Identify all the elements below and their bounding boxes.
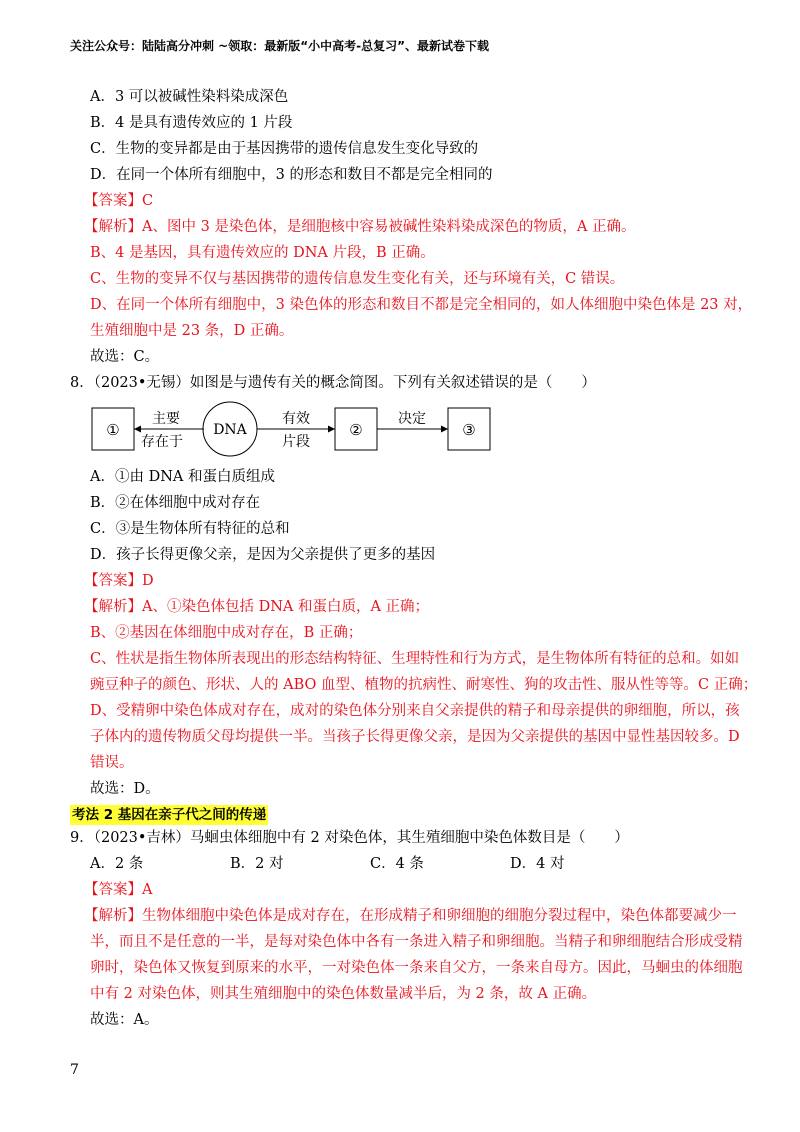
q7-option-c: C．生物的变异都是由于基因携带的遗传信息发生变化导致的 [90,141,479,157]
arrow-1-top-label: 主要 [152,411,180,427]
q8-analysis-line: 错误。 [90,755,134,771]
q9-question: 9．（2023•吉林）马蛔虫体细胞中有 2 对染色体，其生殖细胞中染色体数目是（ ） [70,830,629,846]
arrow-2-top-label: 有效 [282,411,310,427]
q7-analysis-line: 生殖细胞中是 23 条，D 正确。 [90,323,294,339]
arrow-1-bottom-label: 存在于 [141,434,183,450]
q7-option-d: D．在同一个体所有细胞中，3 的形态和数目不都是完全相同的 [90,167,493,183]
q7-analysis-line: D、在同一个体所有细胞中，3 染色体的形态和数目不都是完全相同的，如人体细胞中染色体是 23 对， [90,297,753,313]
q9-option-c: C．4 条 [370,856,424,872]
q9-analysis-line: 半，而且不是任意的一半，是每对染色体中各有一条进入精子和卵细胞。当精子和卵细胞结合形成受精 [90,934,743,950]
q8-conclusion: 故选：D。 [90,781,160,797]
q8-option-c: C．③是生物体所有特征的总和 [90,521,290,537]
arrow-2-bottom-label: 片段 [282,434,310,450]
q7-option-a: A．3 可以被碱性染料染成深色 [90,89,289,105]
q9-answer: 【答案】A [84,882,153,898]
arrow-3-top-label: 决定 [398,411,426,427]
q9-options [70,851,750,877]
page-number: 7 [70,1062,79,1078]
q7-analysis-line: 【解析】A、图中 3 是染色体，是细胞核中容易被碱性染料染成深色的物质，A 正确。 [84,219,636,235]
dna-circle-label: DNA [213,422,247,438]
q8-question: 8．（2023•无锡）如图是与遗传有关的概念简图。下列有关叙述错误的是（ ） [70,375,596,391]
q9-option-b: B．2 对 [230,856,284,872]
concept-diagram-svg [70,398,750,462]
q9-option-a: A．2 条 [90,856,144,872]
q7-answer: 【答案】C [84,193,154,209]
q7-conclusion: 故选：C。 [90,349,160,365]
q7-analysis-line: C、生物的变异不仅与基因携带的遗传信息发生变化有关，还与环境有关，C 错误。 [90,271,625,287]
q9-conclusion: 故选：A。 [90,1012,159,1028]
section-heading: 考法 2 基因在亲子代之间的传递 [72,807,267,823]
arrow-3-head [441,426,448,433]
page-header: 关注公众号：陆陆高分冲刺 ~领取：最新版“小中高考-总复习”、最新试卷下载 [70,39,489,53]
arrow-2-head [328,426,335,433]
q8-analysis-line: 子体内的遗传物质父母均提供一半。当孩子长得更像父亲，是因为父亲提供的基因中显性基因较多。D [90,729,740,745]
q8-option-a: A．①由 DNA 和蛋白质组成 [90,469,275,485]
q8-option-b: B．②在体细胞中成对存在 [90,495,261,511]
q8-analysis-line: 豌豆种子的颜色、形状、人的 ABO 血型、植物的抗病性、耐寒性、狗的攻击性、服从性等等。C 正确； [90,677,758,693]
q8-option-d: D．孩子长得更像父亲，是因为父亲提供了更多的基因 [90,547,436,563]
q8-analysis-line: 【解析】A、①染色体包括 DNA 和蛋白质，A 正确； [84,599,430,615]
q9-analysis-line: 卵时，染色体又恢复到原来的水平，一对染色体一条来自父方，一条来自母方。因此，马蛔虫的体细胞 [90,960,743,976]
box-1-label: ① [106,421,120,439]
concept-diagram [70,398,750,462]
q8-answer: 【答案】D [84,573,154,589]
arrow-1-head [134,426,141,433]
q8-analysis-line: B、②基因在体细胞中成对存在，B 正确； [90,625,363,641]
q9-option-d: D．4 对 [510,856,565,872]
q7-analysis-line: B、4 是基因，具有遗传效应的 DNA 片段，B 正确。 [90,245,435,261]
q9-analysis-line: 【解析】生物体细胞中染色体是成对存在，在形成精子和卵细胞的细胞分裂过程中，染色体都要减少一 [84,908,737,924]
q7-option-b: B．4 是具有遗传效应的 1 片段 [90,115,293,131]
q8-analysis-line: D、受精卵中染色体成对存在，成对的染色体分别来自父亲提供的精子和母亲提供的卵细胞，所以，孩 [90,703,740,719]
q8-analysis-line: C、性状是指生物体所表现出的形态结构特征、生理特性和行为方式，是生物体所有特征的总和。如如 [90,651,740,667]
box-2-label: ② [349,421,363,439]
box-3-label: ③ [462,421,476,439]
q9-analysis-line: 中有 2 对染色体，则其生殖细胞中的染色体数量减半后，为 2 条，故 A 正确。 [90,986,597,1002]
page-content [70,84,758,1033]
